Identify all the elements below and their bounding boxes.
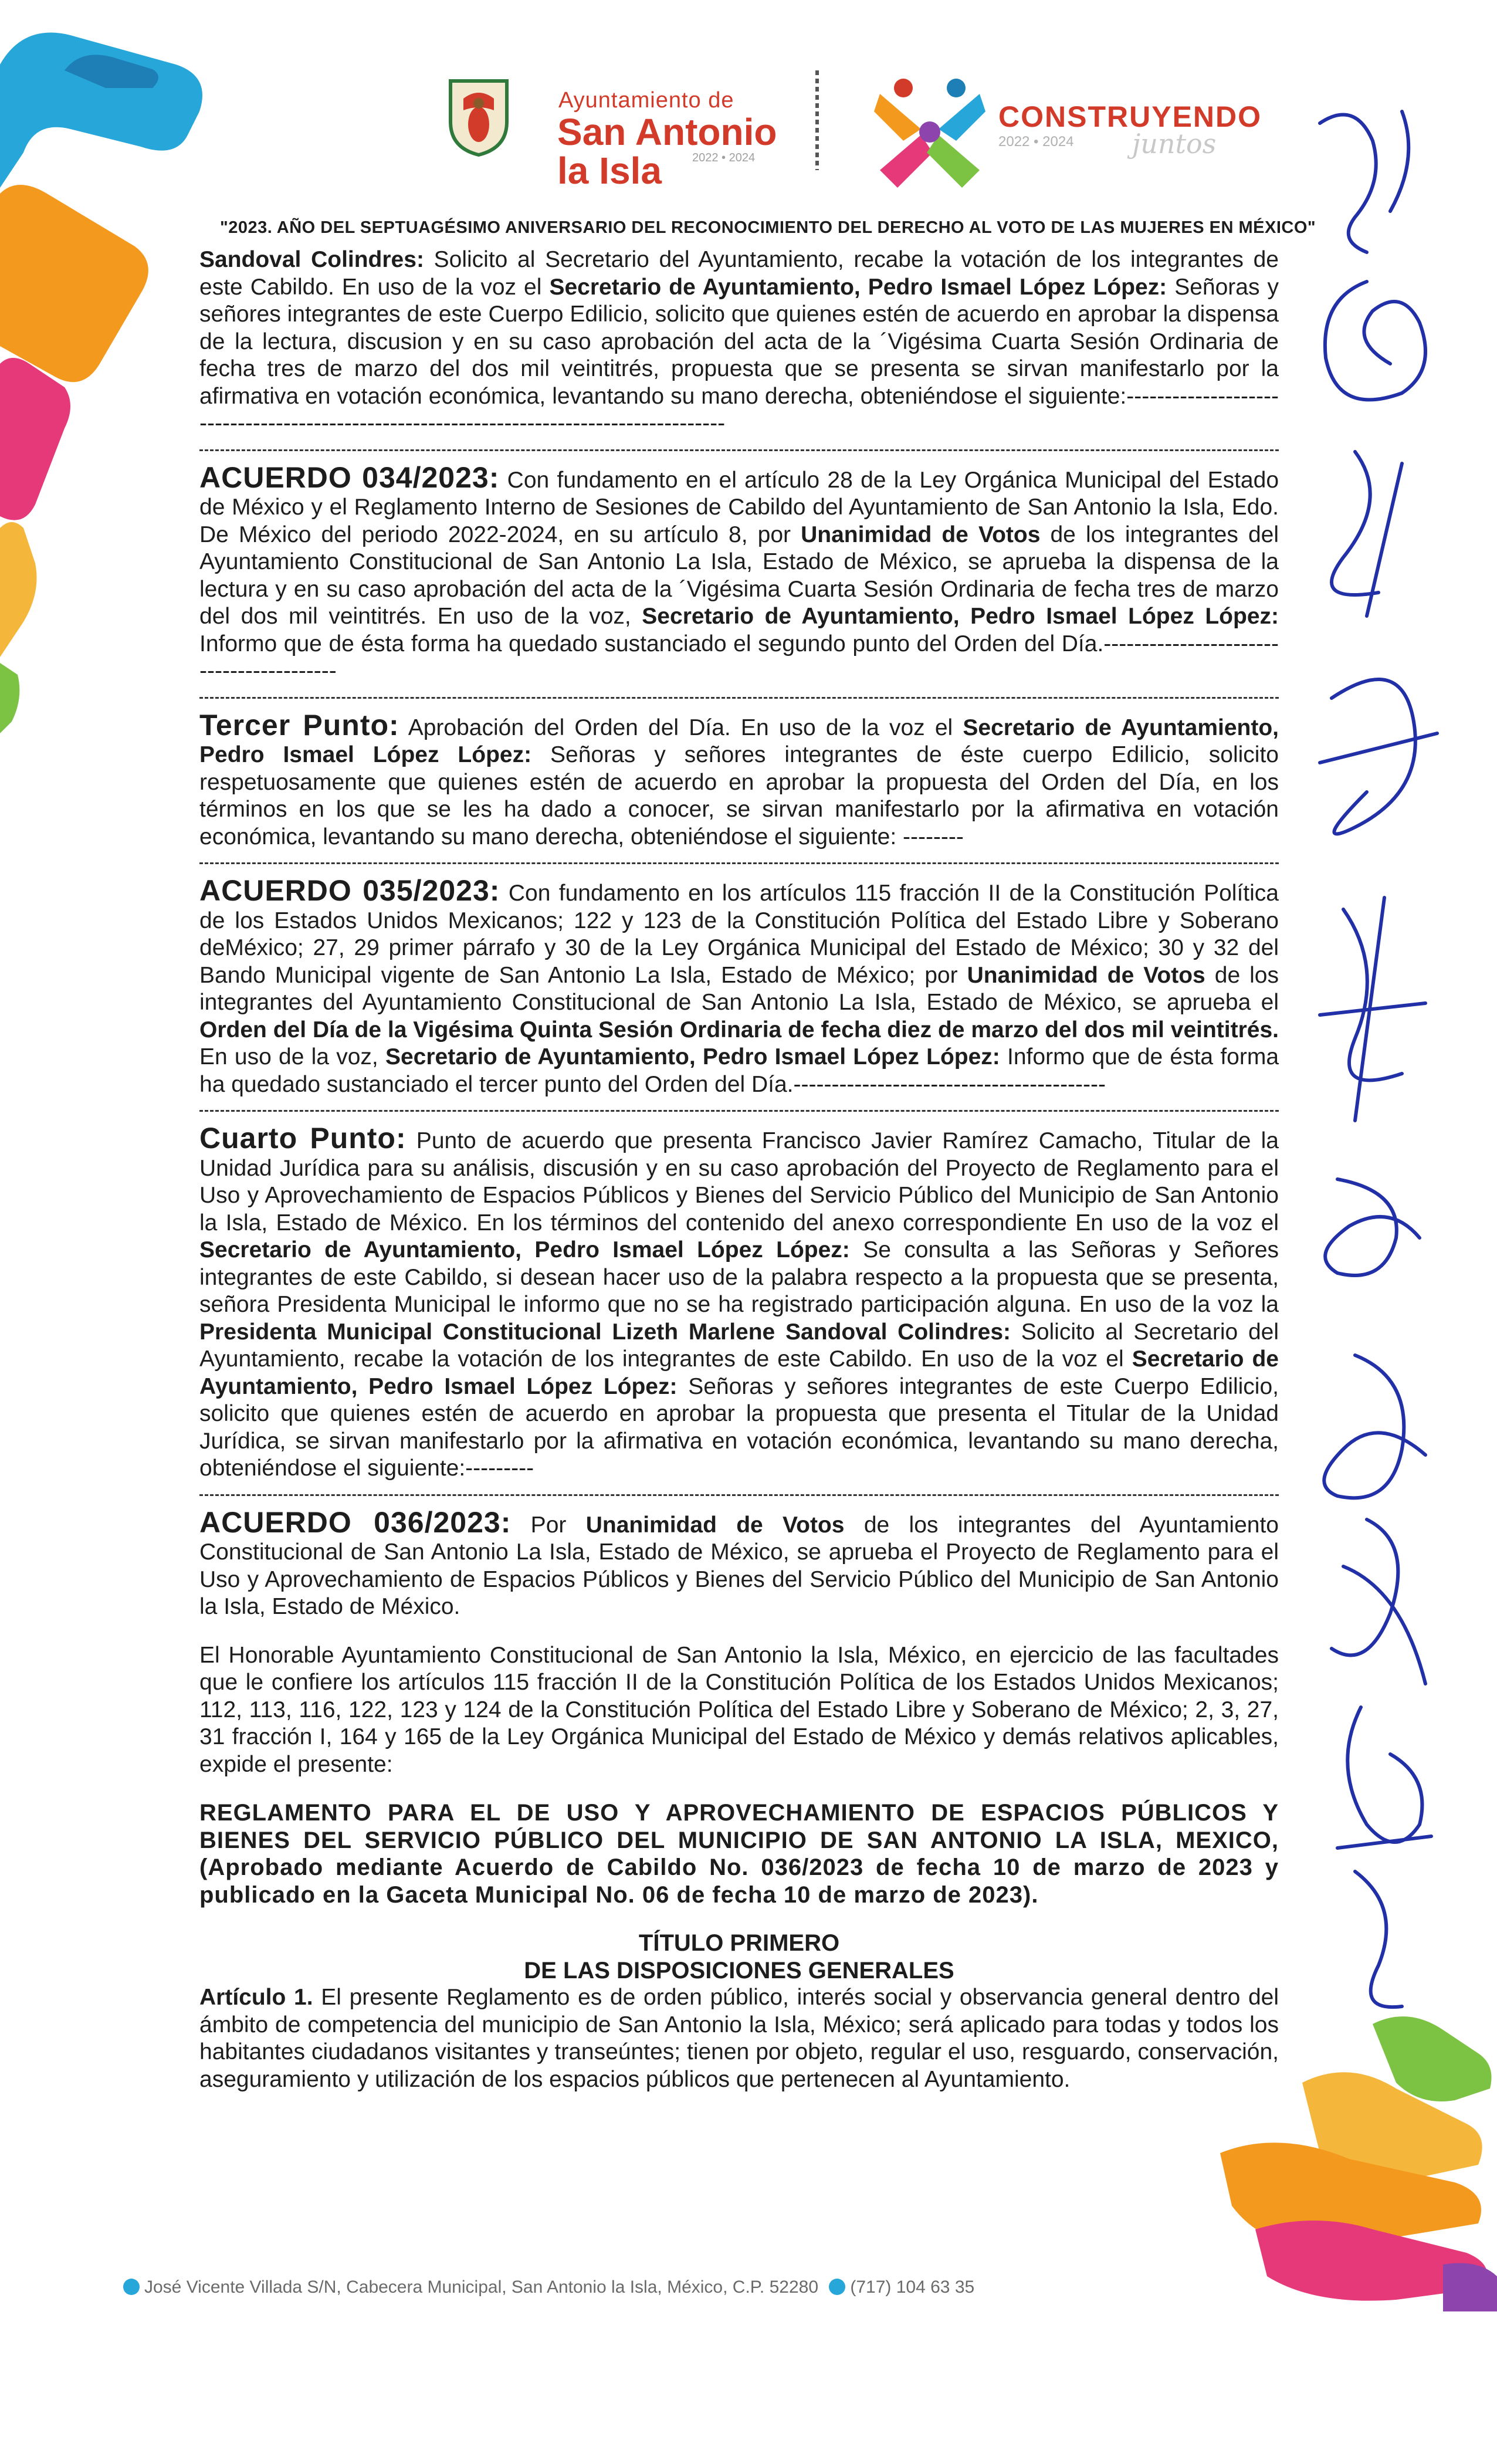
dashed-separator — [199, 697, 1279, 699]
text: Por — [511, 1512, 586, 1538]
year-slogan: "2023. AÑO DEL SEPTUAGÉSIMO ANIVERSARIO DEL RECONOCIMIENTO DEL DERECHO AL VOTO DE LAS MUJERES EN MÉXICO" — [220, 218, 1316, 237]
tercer-punto — [199, 708, 1279, 851]
speaker-name: Sandoval Colindres: — [199, 247, 424, 272]
article-heading: Artículo 1. — [199, 1985, 313, 2010]
text: de los integrantes del Ayuntamiento Constitucional de San Antonio La Isla, Estado de México, se aprueba el — [199, 962, 1279, 1015]
acuerdo-036 — [199, 1505, 1279, 1621]
municipal-shield-logo — [446, 75, 512, 157]
bold-text: Orden del Día de la Vigésima Quinta Sesión Ordinaria de fecha diez de marzo del dos mil veintitrés. — [199, 1017, 1279, 1043]
text: Informo que de ésta forma ha quedado sustanciado el segundo punto del Orden del Día.----------------------------------------- — [199, 631, 1279, 683]
text: de los integrantes del Ayuntamiento Constitucional de San Antonio La Isla, Estado de México, se aprueba el Proyecto de Reglamento para el Uso y Aprovechamiento de Espacios Públicos y Bienes del Servicio Público del Municipio de San Antonio la Isla, Estado de México. — [199, 1512, 1279, 1619]
text: Señoras y señores integrantes de este Cuerpo Edilicio, solicito que quienes estén de acuerdo en aprobar la dispensa de la lectura, discusion y en su caso aprobación del acta de la ´Vigésima Cuarta Sesión Ordinaria de fecha tres de marzo del dos mil veintitrés, propuesta que se presenta se sirvan manifestarlo por la afirmativa en votación económica, levantando su mano derecha, obteniéndose el siguiente:----------------------------------------------------------------------------------------- — [199, 274, 1279, 436]
text: En uso de la voz, — [199, 1044, 385, 1069]
campaign-juntos: juntos — [1132, 128, 1217, 160]
location-icon — [123, 2279, 140, 2295]
text: de los integrantes del Ayuntamiento Constitucional de San Antonio La Isla, Estado de México, se aprueba la dispensa de la lectura y en su caso aprobación del acta de la ´Vigésima Cuarta Sesión Ordinaria de fecha tres de marzo del dos mil veintitrés. En uso de la voz, — [199, 522, 1279, 629]
text: Señoras y señores integrantes de éste cuerpo Edilicio, solicito respetuosamente que quienes estén de acuerdo en aprobar la propuesta del Orden del Día, en los términos en los que se les ha dado a conocer, se sirvan manifestarlo por la afirmativa en votación económica, levantando su mano derecha, obteniéndose el siguiente: -------- — [199, 742, 1279, 849]
acuerdo-034 — [199, 461, 1279, 685]
text: Solicito al Secretario del Ayuntamiento, recabe la votación de los integrantes de este Cabildo. En uso de la voz el — [199, 1319, 1279, 1372]
speaker-name: Secretario de Ayuntamiento, Pedro Ismael López López: — [642, 604, 1279, 629]
speaker-name: Secretario de Ayuntamiento, Pedro Ismael López López: — [199, 715, 1279, 767]
text: Aprobación del Orden del Día. En uso de la voz el — [399, 715, 963, 740]
titulo-subheading: DE LAS DISPOSICIONES GENERALES — [524, 1957, 954, 1984]
spacer — [199, 1778, 1279, 1799]
campaign-years: 2022 • 2024 — [998, 134, 1074, 150]
titulo-primero: TÍTULO PRIMERO — [638, 1930, 840, 1956]
footer-contact — [123, 2277, 974, 2297]
text: El presente Reglamento es de orden público, interés social y observancia general dentro del ámbito de competencia del municipio de San Antonio la Isla, México; será aplicado para todas y todos los habitantes ciudadanos visitantes y transeúntes; tienen por objeto, regular el uso, resguardo, conservación, aseguramiento y utilización de los espacios públicos que pertenecen al Ayuntamiento. — [199, 1985, 1279, 2092]
document-body — [199, 246, 1279, 2093]
text: Con fundamento en el artículo 28 de la Ley Orgánica Municipal del Estado de México y el Reglamento Interno de Sesiones de Cabildo del Ayuntamiento de San Antonio la Isla, Edo. De México del periodo 2022-2024, en su artículo 8, por — [199, 467, 1279, 547]
text: Se consulta a las Señoras y Señores integrantes de este Cabildo, si desean hacer uso de la palabra respecto a la propuesta que se presenta, señora Presidenta Municipal le informo que no se ha registrado participación alguna. En uso de la voz la — [199, 1237, 1279, 1317]
acuerdo-heading: ACUERDO 036/2023: — [199, 1505, 512, 1539]
point-heading: Tercer Punto: — [199, 708, 399, 742]
speaker-name: Secretario de Ayuntamiento, Pedro Ismael López López: — [549, 274, 1167, 300]
campaign-title: CONSTRUYENDO — [998, 100, 1262, 133]
cuarto-punto — [199, 1122, 1279, 1483]
handwritten-signatures — [1285, 88, 1497, 2024]
acuerdo-035 — [199, 874, 1279, 1098]
bold-text: Unanimidad de Votos — [967, 962, 1205, 988]
administration-period: 2022 • 2024 — [692, 151, 756, 164]
dashed-separator — [199, 449, 1279, 451]
text: Solicito al Secretario del Ayuntamiento, recabe la votación de los integrantes de este Cabildo. En uso de la voz el — [199, 247, 1279, 300]
text: Punto de acuerdo que presenta Francisco Javier Ramírez Camacho, Titular de la Unidad Jurídica para su análisis, discusión y en su caso aprobación del Proyecto de Reglamento para el Uso y Aprovechamiento de Espacios Públicos y Bienes del Servicio Público del Municipio de San Antonio la Isla, Estado de México. En los términos del contenido del anexo correspondiente En uso de la voz el — [199, 1128, 1279, 1236]
speaker-name: Secretario de Ayuntamiento, Pedro Ismael López López: — [199, 1346, 1279, 1399]
paragraph-honorable-ayuntamiento: El Honorable Ayuntamiento Constitucional de San Antonio la Isla, México, en ejercicio de las facultades que le confiere los artículos 115 fracción II de la Constitución Política de los Estados Unidos Mexicanos; 112, 113, 116, 122, 123 y 124 de la Constitución Política del Estado Libre y Soberano de México; 2, 3, 27, 31 fracción I, 164 y 165 de la Ley Orgánica Municipal del Estado de México y demás relativos aplicables, expide el presente: — [199, 1642, 1279, 1777]
spacer — [199, 1621, 1279, 1642]
header-divider — [815, 70, 819, 170]
dashed-separator — [199, 1110, 1279, 1112]
construyendo-juntos-logo — [868, 70, 991, 194]
acuerdo-heading: ACUERDO 035/2023: — [199, 874, 500, 907]
text: Con fundamento en los artículos 115 fracción II de la Constitución Política de los Estados Unidos Mexicanos; 122 y 123 de la Constitución Política del Estado Libre y Soberano deMéxico; 27, 29 primer párrafo y 30 de la Ley Orgánica Municipal del Estado de México; 30 y 32 del Bando Municipal vigente de San Antonio La Isla, Estado de México; por — [199, 881, 1279, 988]
paragraph-votacion-acta — [199, 246, 1279, 438]
dashed-separator — [199, 862, 1279, 864]
decorative-color-shapes-bottom-right — [1044, 2006, 1497, 2311]
speaker-name: Secretario de Ayuntamiento, Pedro Ismael López López: — [385, 1044, 1000, 1069]
dashed-separator — [199, 1494, 1279, 1496]
footer-address: José Vicente Villada S/N, Cabecera Municipal, San Antonio la Isla, México, C.P. 52280 — [144, 2277, 819, 2297]
point-heading: Cuarto Punto: — [199, 1122, 407, 1155]
ayuntamiento-label: Ayuntamiento de — [558, 88, 734, 113]
bold-text: Unanimidad de Votos — [585, 1512, 845, 1538]
reglamento-title: REGLAMENTO PARA EL DE USO Y APROVECHAMIENTO DE ESPACIOS PÚBLICOS Y BIENES DEL SERVICIO PÚBLICO DEL MUNICIPIO DE SAN ANTONIO LA ISLA, MEXICO, (Aprobado mediante Acuerdo de Cabildo No. 036/2023 de fecha 10 de marzo de 2023 y publicado en la Gaceta Municipal No. 06 de fecha 10 de marzo de 2023). — [199, 1800, 1279, 1908]
text: Informo que de ésta forma ha quedado sustanciado el tercer punto del Orden del Día.----------------------------------------- — [199, 1044, 1279, 1097]
speaker-name: Secretario de Ayuntamiento, Pedro Ismael López López: — [199, 1237, 850, 1263]
municipality-name-line1: San Antonio — [557, 111, 777, 153]
phone-icon — [829, 2279, 845, 2295]
footer-phone: (717) 104 63 35 — [850, 2277, 975, 2297]
municipality-name-line2: la Isla — [557, 150, 662, 192]
acuerdo-heading: ACUERDO 034/2023: — [199, 461, 500, 494]
text: Señoras y señores integrantes de este Cuerpo Edilicio, solicito que quienes estén de acuerdo en aprobar la propuesta que presenta el Titular de la Unidad Jurídica, se sirvan manifestarlo por la afirmativa en votación económica, levantando su mano derecha, obteniéndose el siguiente:--------- — [199, 1373, 1279, 1481]
speaker-name: Presidenta Municipal Constitucional Lizeth Marlene Sandoval Colindres: — [199, 1319, 1011, 1345]
bold-text: Unanimidad de Votos — [801, 522, 1041, 547]
spacer — [199, 1908, 1279, 1930]
